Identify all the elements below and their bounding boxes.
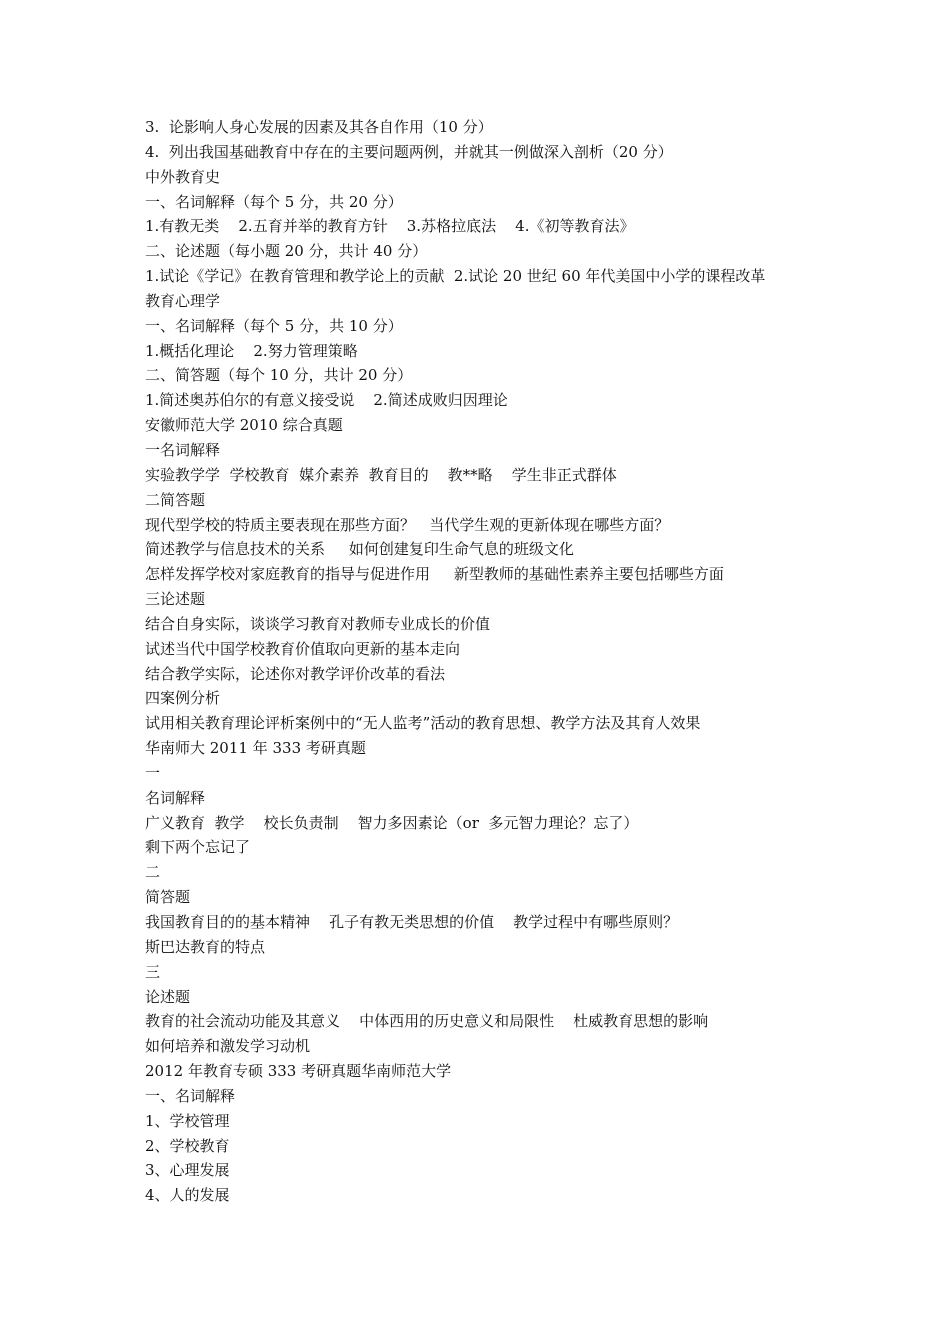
text-line: 四案例分析 (145, 689, 221, 708)
text-line: 简答题 (145, 888, 191, 907)
text-line: 1.有教无类 2.五育并举的教育方针 3.苏格拉底法 4.《初等教育法》 (145, 217, 635, 236)
section-heading: 2012 年教育专硕 333 考研真题华南师范大学 (145, 1062, 452, 1081)
text-line: 简述教学与信息技术的关系 如何创建复印生命气息的班级文化 (145, 540, 574, 559)
text-line: 名词解释 (145, 788, 206, 807)
text-line: 二简答题 (145, 490, 206, 509)
text-line: 一、名词解释 (145, 1086, 236, 1105)
text-line: 结合自身实际，谈谈学习教育对教师专业成长的价值 (145, 614, 491, 633)
text-line: 3. 论影响人身心发展的因素及其各自作用（10 分） (145, 118, 493, 136)
section-heading: 教育心理学 (145, 291, 221, 310)
text-line: 实验教学学 学校教育 媒介素养 教育目的 教**略 学生非正式群体 (145, 465, 617, 484)
section-heading: 中外教育史 (145, 167, 221, 186)
text-line: 3、心理发展 (145, 1161, 230, 1180)
text-line: 1.简述奥苏伯尔的有意义接受说 2.简述成败归因理论 (145, 391, 508, 410)
text-line: 广义教育 教学 校长负责制 智力多因素论（or 多元智力理论？忘了） (145, 813, 639, 832)
text-line: 1.试论《学记》在教育管理和教学论上的贡献 2.试论 20 世纪 60 年代美国中小学的课程改革 (145, 267, 766, 286)
text-line: 4、人的发展 (145, 1186, 230, 1205)
text-line: 结合教学实际，论述你对教学评价改革的看法 (145, 664, 446, 683)
text-line: 1.概括化理论 2.努力管理策略 (145, 341, 358, 360)
text-line: 二、论述题（每小题 20 分，共计 40 分） (145, 242, 428, 261)
text-line: 我国教育目的的基本精神 孔子有教无类思想的价值 教学过程中有哪些原则？ (145, 913, 679, 931)
text-line: 二 (145, 863, 161, 882)
text-line: 三论述题 (145, 590, 206, 609)
text-line: 教育的社会流动功能及其意义 中体西用的历史意义和局限性 杜威教育思想的影响 (145, 1012, 709, 1031)
text-line: 一、名词解释（每个 5 分，共 10 分） (145, 316, 403, 335)
text-line: 试用相关教育理论评析案例中的“无人监考”活动的教育思想、教学方法及其育人效果 (145, 714, 701, 733)
section-heading: 华南师大 2011 年 333 考研真题 (145, 739, 366, 758)
text-line: 二、简答题（每个 10 分，共计 20 分） (145, 366, 413, 385)
text-line: 4. 列出我国基础教育中存在的主要问题两例，并就其一例做深入剖析（20 分） (145, 142, 673, 161)
document-body (145, 115, 865, 1208)
text-line: 试述当代中国学校教育价值取向更新的基本走向 (145, 639, 461, 658)
section-heading: 安徽师范大学 2010 综合真题 (145, 416, 343, 435)
text-line: 斯巴达教育的特点 (145, 937, 266, 956)
text-line: 2、学校教育 (145, 1136, 230, 1155)
text-line: 1、学校管理 (145, 1111, 230, 1130)
text-line: 三 (145, 962, 161, 981)
text-line: 论述题 (145, 987, 191, 1006)
text-line: 怎样发挥学校对家庭教育的指导与促进作用 新型教师的基础性素养主要包括哪些方面 (145, 565, 724, 584)
text-line: 现代型学校的特质主要表现在那些方面？ 当代学生观的更新体现在哪些方面？ (145, 515, 670, 534)
text-line: 剩下两个忘记了 (145, 838, 251, 857)
text-line: 一、名词解释（每个 5 分，共 20 分） (145, 192, 403, 211)
text-line: 一名词解释 (145, 440, 221, 459)
text-line: 一 (145, 763, 161, 782)
text-line: 如何培养和激发学习动机 (145, 1037, 311, 1056)
